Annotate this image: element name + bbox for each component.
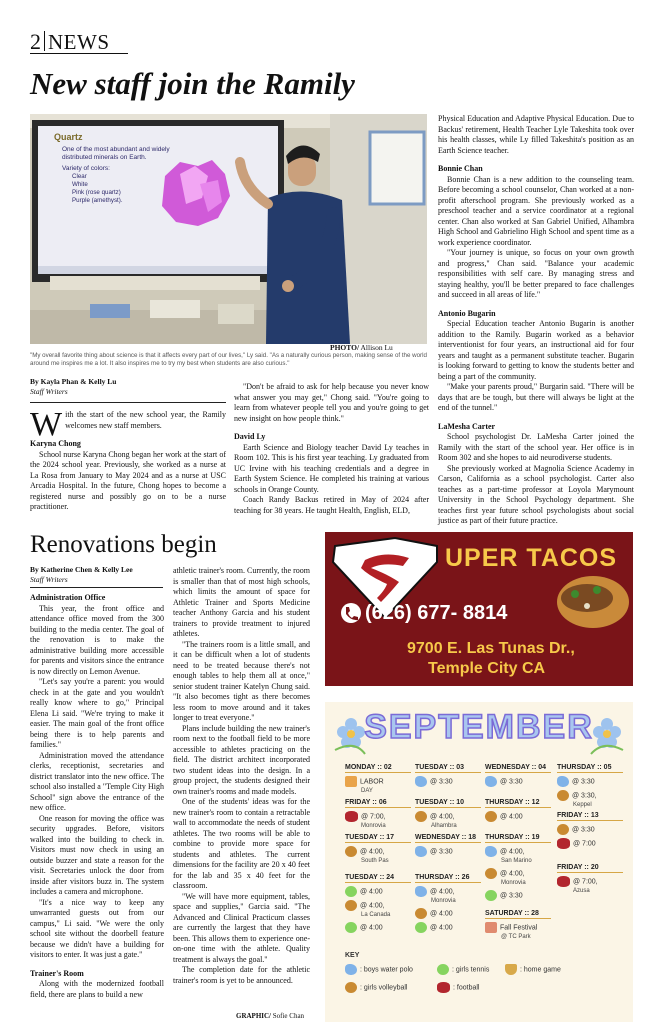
volleyball-icon xyxy=(345,982,357,993)
volleyball-icon xyxy=(415,908,427,919)
calendar-day-header: THURSDAY :: 05 xyxy=(557,764,623,773)
paragraph: "It's a nice way to keep any unwarranted guests out from our campus," Li said. "We were the only school site without the doorbell feature because we didn't have a building for visitors to enter. It was just a gate." xyxy=(30,897,164,959)
byline-names: By Katherine Chen & Kelly Lee xyxy=(30,565,133,574)
tennis-icon xyxy=(485,890,497,901)
folio-divider xyxy=(44,31,45,51)
calendar-key-item xyxy=(345,964,413,975)
calendar-event xyxy=(345,846,411,865)
key-label: : girls tennis xyxy=(452,966,490,974)
paragraph: One reason for moving the office was security upgrades. Before, visitors walked into the building to check in. Visitors must now check in using an outside buzzer and state a reason for the visit. Secretaries unlock the door from inside after visitors buzz in. The system includes a camera and microphone. xyxy=(30,813,164,896)
volleyball-icon xyxy=(345,900,357,911)
calendar-event xyxy=(485,846,551,865)
calendar-day xyxy=(415,799,481,830)
event-time: @ 3:30 xyxy=(500,778,523,786)
paragraph: She previously worked at Magnolia Science Academy in Carson, California as a school psychologist. Carter also teaches as a part-time professor at Loyola Marymount University in the School Psychology department. She teaches first year future school psychologists about social justice as part of their future practice. xyxy=(438,463,634,525)
calendar-day xyxy=(345,764,411,795)
event-time: @ 7:00, xyxy=(573,878,598,886)
paragraph: "Let's say you're a parent: you would check in at the gate and you wouldn't really know where to go," Principal Elena Li said. "We're trying to make it easier. The main goal of the front office being there is to help parents and families." xyxy=(30,677,164,749)
tennis-icon xyxy=(437,964,449,975)
calendar-day-header: THURSDAY :: 19 xyxy=(485,834,551,843)
calendar-event xyxy=(415,886,481,905)
calendar-key-item xyxy=(505,964,561,975)
key-label: : football xyxy=(453,984,480,992)
calendar-key-label: KEY xyxy=(345,952,360,959)
photo-caption: "My overall favorite thing about science is that it affects every part of our lives," Ly said. "As a naturally curious person, making sense of the world around me inspires me a lot. It also inspires me to try my best when students are also curious." xyxy=(30,352,427,367)
event-time: @ 4:00 xyxy=(430,910,453,918)
calendar-event xyxy=(557,776,623,787)
event-time: @ 3:30 xyxy=(430,778,453,786)
event-detail: South Pas xyxy=(361,858,389,864)
slide-sub-item: White xyxy=(72,181,88,188)
byline-role: Staff Writers xyxy=(30,575,68,584)
tennis-icon xyxy=(415,922,427,933)
paragraph: School nurse Karyna Chong began her work at the start of the 2024 school year. Previously, she worked as a nurse at La Rosa from January to May 2024 and as a nurse at USC Arcadia Hospital. In the future, Chong hopes to become a registered nurse and possibly go on to be a nurse practitioner. xyxy=(30,449,226,511)
calendar-event xyxy=(557,838,623,849)
event-time: @ 4:00 xyxy=(360,924,383,932)
paragraph: The completion date for the athletic trainer's room is yet to be announced. xyxy=(173,965,310,985)
slide-bullet: One of the most abundant and widely distributed minerals on Earth. xyxy=(62,146,170,161)
staff-column-3 xyxy=(438,114,634,527)
calendar-day xyxy=(345,799,411,830)
calendar-day xyxy=(557,812,623,849)
key-label: : home game xyxy=(520,966,561,974)
paragraph: Bonnie Chan is a new addition to the counseling team. Before becoming a school counselor, Chan worked at a non-profit afterschool program. She previously worked as a preschool teacher and a service coordinator at a regional center. Chan also worked at San Gabriel Unified, Alhambra High School and Gabrielino High School and spent time as a work experience coordinator. xyxy=(438,174,634,247)
paragraph: "The trainers room is a little small, and it can be difficult when a lot of students need to be treated because there's not enough tables to help them all at once," senior student trainer Katelyn Chung said. "It also becomes tight as there becomes less room to move around and it takes longer to treat everyone." xyxy=(173,639,310,722)
event-time: @ 3:30, xyxy=(572,792,597,800)
ad-brand: UPER TACOS xyxy=(445,544,618,572)
paragraph: "We will have more equipment, tables, space and supplies," Garcia said. "The Advanced and Clinical Practicum classes are currently the largest that they have been. This allows them to experience one-on-one time with the athlete. Quality treatment is always the goal." xyxy=(173,891,310,964)
ad-address-line-2: Temple City CA xyxy=(428,660,546,677)
event-time: @ 7:00 xyxy=(573,840,596,848)
calendar-day-header: WEDNESDAY :: 18 xyxy=(415,834,481,843)
paragraph: Along with the modernized football field, there are plans to build a new xyxy=(30,979,164,999)
event-time: @ 4:00 xyxy=(430,924,453,932)
calendar-day xyxy=(415,874,481,933)
volleyball-icon xyxy=(415,811,427,822)
key-label: : girls volleyball xyxy=(360,984,408,992)
section-heading: Administration Office xyxy=(30,593,106,602)
event-time: @ 4:00, xyxy=(430,888,455,896)
calendar-day xyxy=(557,864,623,895)
calendar-event xyxy=(345,922,411,933)
event-detail: DAY xyxy=(361,788,373,794)
water-polo-icon xyxy=(415,886,427,897)
water-polo-icon xyxy=(485,776,497,787)
volleyball-icon xyxy=(557,790,569,801)
slide-sub-item: Purple (amethyst). xyxy=(72,197,123,204)
slide-sub-item: Clear xyxy=(72,173,87,180)
calendar-event xyxy=(415,846,481,857)
key-label: : boys water polo xyxy=(360,966,413,974)
section-heading: LaMesha Carter xyxy=(438,421,496,431)
super-tacos-ad xyxy=(325,532,633,686)
calendar-day-header: FRIDAY :: 13 xyxy=(557,812,623,821)
calendar-event xyxy=(415,908,481,919)
page-number: 2 xyxy=(30,29,41,54)
calendar-title: SEPTEMBER xyxy=(364,708,594,746)
graphic-credit-label: GRAPHIC/ xyxy=(236,1012,271,1020)
byline-role: Staff Writers xyxy=(30,387,68,396)
calendar-day-header: SATURDAY :: 28 xyxy=(485,910,551,919)
event-detail: Monrovia xyxy=(361,823,386,829)
calendar-day-header: TUESDAY :: 24 xyxy=(345,874,411,883)
volleyball-icon xyxy=(485,811,497,822)
paragraph: "Make your parents proud," Burgarin said. "There will be days that are be tough, but there will always be light at the end of the tunnel." xyxy=(438,382,634,412)
event-time: LABOR xyxy=(360,778,384,786)
event-detail: Monrovia xyxy=(501,880,526,886)
paragraph: Plans include building the new trainer's room next to the football field to be more accessible to athletes practicing on the field. The district architect incorporated two student ideas into the design. In a group project, the students designed their own trainer's rooms and made models. xyxy=(173,723,310,796)
calendar-day xyxy=(485,834,551,901)
calendar-event xyxy=(415,922,481,933)
calendar-day xyxy=(485,799,551,822)
water-polo-icon xyxy=(485,846,497,857)
staff-column-2 xyxy=(234,382,429,516)
labor-icon xyxy=(345,776,357,787)
calendar-day xyxy=(415,834,481,857)
event-detail: Keppel xyxy=(573,802,592,808)
byline-names: By Kayla Phan & Kelly Lu xyxy=(30,377,117,386)
calendar-day-header: FRIDAY :: 20 xyxy=(557,864,623,873)
event-time: @ 3:30 xyxy=(500,892,523,900)
event-time: @ 3:30 xyxy=(572,826,595,834)
event-detail: Azusa xyxy=(573,888,590,894)
classroom-photo xyxy=(30,114,427,344)
section-heading: Antonio Bugarin xyxy=(438,308,496,318)
event-detail: @ TC Park xyxy=(501,934,531,940)
event-time: @ 4:00, xyxy=(500,870,525,878)
calendar-key-item xyxy=(345,982,407,993)
calendar-day-header: TUESDAY :: 10 xyxy=(415,799,481,808)
calendar-event xyxy=(345,811,411,830)
football-icon xyxy=(557,876,570,887)
byline-rule xyxy=(30,587,163,588)
paragraph: "Don't be afraid to ask for help because you never know what answer you may get," Chong said. "You're going to learn from whatever people tell you and you're going to get new insight on how people think." xyxy=(234,382,429,423)
calendar-event xyxy=(345,900,411,919)
ad-address-line-1: 9700 E. Las Tunas Dr., xyxy=(407,640,575,657)
calendar-day-header: MONDAY :: 02 xyxy=(345,764,411,773)
calendar-event xyxy=(557,790,623,809)
water-polo-icon xyxy=(557,776,569,787)
calendar-day-header: THURSDAY :: 12 xyxy=(485,799,551,808)
slide-sub-item: Pink (rose quartz) xyxy=(72,189,121,196)
graphic-credit xyxy=(236,1012,304,1020)
slide-bullet: Variety of colors: xyxy=(62,165,110,172)
event-time: @ 4:00, xyxy=(360,902,385,910)
reno-byline xyxy=(30,565,133,585)
section-heading: David Ly xyxy=(234,432,266,441)
fest-icon xyxy=(485,922,497,933)
football-icon xyxy=(345,811,358,822)
event-time: @ 4:00, xyxy=(430,813,455,821)
calendar-event xyxy=(345,886,411,897)
reno-column-1 xyxy=(30,593,164,1000)
event-time: @ 7:00, xyxy=(361,813,386,821)
calendar-day-header: TUESDAY :: 03 xyxy=(415,764,481,773)
photo-credit-name: Allison Lu xyxy=(360,343,393,352)
folio xyxy=(30,30,128,54)
section-heading: Trainer's Room xyxy=(30,968,84,978)
calendar-event xyxy=(557,876,623,895)
water-polo-icon xyxy=(415,846,427,857)
event-time: Fall Festival xyxy=(500,924,538,932)
calendar-key-item xyxy=(437,982,479,993)
slide-text xyxy=(54,132,174,205)
intro-text: ith the start of the new school year, the Ramily welcomes new staff members. xyxy=(65,410,226,430)
paragraph: This year, the front office and attendance office moved from the 300 building to the media center. The goal of the renovation is to make the administrative building more accessible for parents and visitors since the entrance is now directly on Lemon Avenue. xyxy=(30,603,164,676)
staff-intro xyxy=(30,406,226,443)
calendar-day-header: TUESDAY :: 17 xyxy=(345,834,411,843)
renovations-headline: Renovations begin xyxy=(30,531,217,558)
calendar-event xyxy=(485,890,551,901)
calendar-day-header: FRIDAY :: 06 xyxy=(345,799,411,808)
ad-phone: (626) 677- 8814 xyxy=(365,602,508,624)
tennis-icon xyxy=(345,922,357,933)
paragraph: Special Education teacher Antonio Bugarin is another addition to the Ramily. Bugarin worked as a behavior interventionist for four years, an instructional aid for four years and taught as a permanent substitute teacher. Bugarin is looking forward to getting to know the students better and being a part of the community. xyxy=(438,319,634,381)
calendar-event xyxy=(485,868,551,887)
calendar-event xyxy=(415,776,481,787)
slide-title: Quartz xyxy=(54,132,83,142)
water-polo-icon xyxy=(345,964,357,975)
calendar-event xyxy=(485,811,551,822)
home-game-icon xyxy=(505,964,517,975)
volleyball-icon xyxy=(485,868,497,879)
photo-credit xyxy=(330,343,393,352)
event-time: @ 4:00, xyxy=(360,848,385,856)
calendar-event xyxy=(415,811,481,830)
event-detail: Monrovia xyxy=(431,898,456,904)
calendar-event xyxy=(485,922,551,941)
drop-cap: W xyxy=(30,406,63,443)
calendar-day xyxy=(415,764,481,787)
byline-rule xyxy=(30,402,226,403)
paragraph: One of the students' ideas was for the new trainer's room to contain a retractable wall to accommodate the needs of student athletes. The two rooms will be able to combine to provide more space for students and athletes. The current dimensions for the facility are 20 x 40 feet for the lab and 35 x 40 feet for the classroom. xyxy=(173,797,310,890)
paragraph: Coach Randy Backus retired in May of 2024 after teaching for 38 years. He taught Health, English, ELD, xyxy=(234,495,429,515)
event-time: @ 4:00 xyxy=(500,813,523,821)
calendar-event xyxy=(345,776,411,795)
calendar-day xyxy=(485,910,551,941)
paragraph: "Your journey is unique, so focus on your own growth and progress," Chan said. "Balance your academic responsibilities with self care. By managing stress and staying healthy, you'll be better prepared to face challenges and succeed in all areas of life." xyxy=(438,248,634,299)
section-heading: Bonnie Chan xyxy=(438,164,483,173)
paragraph: School psychologist Dr. LaMesha Carter joined the Ramily with the start of the school year. Her office is in Room 302 and she hopes to aid neurodiverse students. xyxy=(438,432,634,462)
event-time: @ 3:30 xyxy=(572,778,595,786)
staff-byline xyxy=(30,377,116,397)
september-calendar xyxy=(325,702,633,1022)
paragraph: Administration moved the attendance clerks, receptionist, secretaries and district translator into the new office. The school also installed a "Temple City High School" sign above the entrance of the new office. xyxy=(30,750,164,812)
tennis-icon xyxy=(345,886,357,897)
football-icon xyxy=(437,982,450,993)
calendar-day xyxy=(345,834,411,865)
event-detail: San Marino xyxy=(501,858,532,864)
paragraph: athletic trainer's room. Currently, the room is smaller than that of most high schools, which limits the amount of space for Athletic Trainer and Sports Medicine teacher Anthony Garcia and his student trainers to provide treatment to injured athletes. xyxy=(173,566,310,638)
staff-column-1 xyxy=(30,406,226,513)
calendar-event xyxy=(485,776,551,787)
calendar-day-header: WEDNESDAY :: 04 xyxy=(485,764,551,773)
event-detail: Alhambra xyxy=(431,823,457,829)
calendar-day xyxy=(485,764,551,787)
event-time: @ 3:30 xyxy=(430,848,453,856)
graphic-credit-name: Sofie Chan xyxy=(272,1012,305,1020)
volleyball-icon xyxy=(345,846,357,857)
event-detail: La Canada xyxy=(361,912,391,918)
event-time: @ 4:00 xyxy=(360,888,383,896)
calendar-day xyxy=(345,874,411,933)
paragraph: Physical Education and Adaptive Physical Education. Due to Backus' retirement, Health Teacher Lyle Takeshita took over his health classes, while Ly filled Takeshita's position as an Earth Science teacher. xyxy=(438,114,634,155)
staff-headline: New staff join the Ramily xyxy=(30,66,355,101)
volleyball-icon xyxy=(557,824,569,835)
calendar-day xyxy=(557,764,623,809)
section-name: NEWS xyxy=(48,30,110,54)
event-time: @ 4:00, xyxy=(500,848,525,856)
section-heading: Karyna Chong xyxy=(30,439,81,448)
calendar-day-header: THURSDAY :: 26 xyxy=(415,874,481,883)
photo-credit-label: PHOTO/ xyxy=(330,343,360,352)
calendar-key-item xyxy=(437,964,489,975)
water-polo-icon xyxy=(415,776,427,787)
football-icon xyxy=(557,838,570,849)
calendar-event xyxy=(557,824,623,835)
reno-column-2 xyxy=(173,566,310,986)
paragraph: Earth Science and Biology teacher David Ly teaches in Room 102. This is his first year teaching. Ly graduated from UC Irvine with his teaching credentials and a degree in Earth System Science. He completed his training at various schools in Orange County. xyxy=(234,442,429,494)
